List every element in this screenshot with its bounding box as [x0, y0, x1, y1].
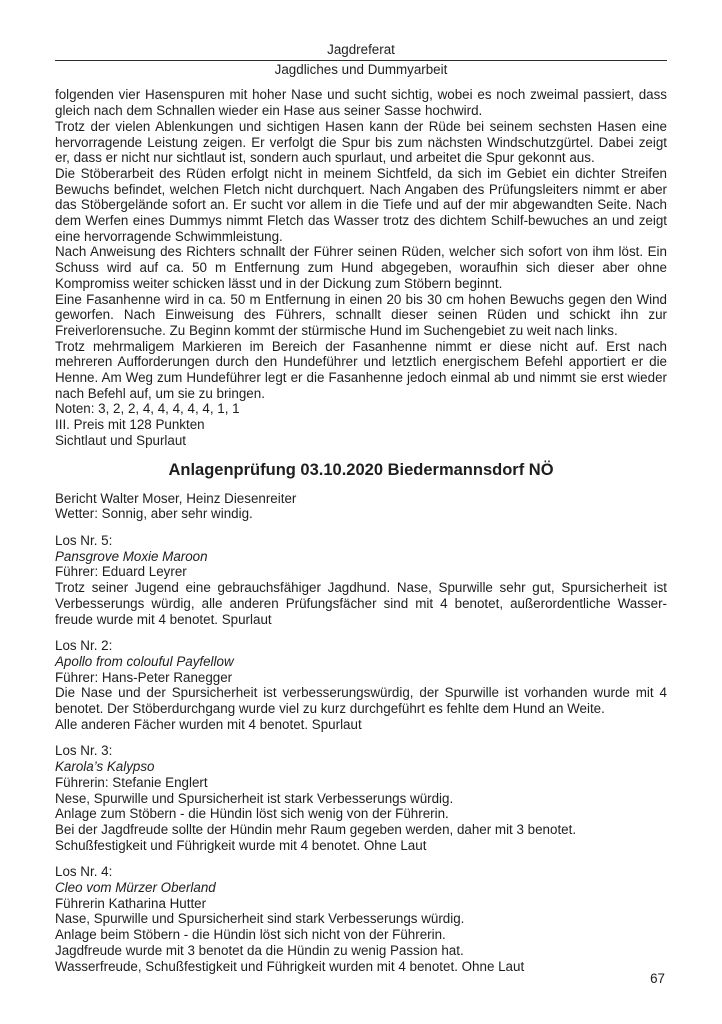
page-number: 67	[650, 971, 665, 986]
handler-line: Führer: Hans-Peter Ranegger	[55, 669, 233, 685]
los-label: Los Nr. 3:	[55, 743, 113, 759]
los-label: Los Nr. 2:	[55, 638, 113, 654]
header-divider	[55, 60, 667, 61]
handler-line: Führer: Eduard Leyrer	[55, 564, 187, 580]
entry-description: Nase, Spurwille und Spursicherheit sind stark Verbesserungs würdig.	[55, 911, 465, 927]
report-paragraph: Eine Fasanhenne wird in ca. 50 m Entfernung in einen 20 bis 30 cm hohen Bewuchs gegen den Wind geworfen. Nach Einweisung des Führers, schnallt dieser seinen Rüden und schickt ihn zur Freiverlorensuche. Zu Beginn kommt der stürmische Hund im Suchengebiet zu weit nach links.	[55, 291, 667, 338]
report-paragraph: Nach Anweisung des Richters schnallt der Führer seinen Rüden, welcher sich sofort von ihm löst. Ein Schuss wird auf ca. 50 m Entfernung zum Hund abgegeben, woraufhin sich dieser aber ohne Kompromiss weiter schicken lässt und in der Dickung zum Stöbern beginnt.	[55, 244, 667, 291]
report-paragraph: Trotz der vielen Ablenkungen und sichtigen Hasen kann der Rüde bei seinem sechsten Hasen eine hervorragende Leistung zeigen. Er verfolgt die Spur bis zum nächsten Windschutzgürtel. Dabei zeigt er, dass er nicht nur sichtlaut ist, sondern auch spurlaut, und arbeitet die Spur gekonnt aus.	[55, 118, 667, 166]
page-header	[55, 42, 667, 77]
entry-description: Bei der Jagdfreude sollte der Hündin mehr Raum gegeben werden, daher mit 3 benotet.	[55, 821, 577, 837]
dog-name: Pansgrove Moxie Maroon	[55, 548, 208, 564]
section-heading: Anlagenprüfung 03.10.2020 Biedermannsdorf NÖ	[168, 460, 554, 479]
los-label: Los Nr. 4:	[55, 864, 113, 880]
report-paragraph: folgenden vier Hasenspuren mit hoher Nase und sucht sichtig, wobei es noch zweimal passiert, dass gleich nach dem Schnallen wieder ein Hase aus seiner Sasse hochwird.	[55, 87, 667, 119]
dog-name: Karola’s Kalypso	[55, 759, 155, 775]
entry-los-4	[55, 864, 667, 974]
entry-los-5	[55, 533, 667, 627]
handler-line: Führerin Katharina Hutter	[55, 895, 207, 911]
entry-description: Die Nase und der Spursicherheit ist verbesserungswürdig, der Spurwille ist vorhanden wurde mit 4 benotet. Der Stöberdurchgang wurde viel zu kurz durchgeführt es fehlte dem Hund an Weite.	[55, 685, 667, 717]
weather-line: Wetter: Sonnig, aber sehr windig.	[55, 506, 253, 522]
grades-line: Noten: 3, 2, 2, 4, 4, 4, 4, 4, 1, 1	[55, 401, 240, 417]
page-body	[55, 87, 667, 974]
dog-name: Cleo vom Mürzer Oberland	[55, 880, 216, 896]
handler-line: Führerin: Stefanie Englert	[55, 774, 208, 790]
entry-description: Schußfestigkeit und Führigkeit wurde mit 4 benotet. Ohne Laut	[55, 837, 427, 853]
entry-description: Anlage zum Stöbern - die Hündin löst sich wenig von der Führerin.	[55, 806, 449, 822]
report-paragraph: Trotz mehrmaligem Markieren im Bereich der Fasanhenne nimmt er diese nicht auf. Erst nach mehreren Aufforderungen durch den Hundeführer und letztlich energischem Befehl apportiert er die Henne. Am Weg zum Hundeführer legt er die Fasanhenne jedoch einmal ab und nimmt sie erst wieder nach Befehl auf, um sie zu bringen.	[55, 338, 667, 401]
los-label: Los Nr. 5:	[55, 532, 113, 548]
entry-description: Wasserfreude, Schußfestigkeit und Führigkeit wurden mit 4 benotet. Ohne Laut	[55, 958, 525, 974]
entry-description: Anlage beim Stöbern - die Hündin löst sich nicht von der Führerin.	[55, 927, 446, 943]
entry-los-2	[55, 638, 667, 732]
laut-line: Sichtlaut und Spurlaut	[55, 432, 187, 448]
page-header-subtitle: Jagdliches und Dummyarbeit	[274, 61, 448, 77]
trial-report-text	[55, 87, 667, 448]
prize-line: III. Preis mit 128 Punkten	[55, 417, 205, 433]
report-meta	[55, 491, 667, 522]
page-header-title: Jagdreferat	[327, 42, 395, 57]
entry-description: Alle anderen Fächer wurden mit 4 benotet. Spurlaut	[55, 716, 362, 732]
entry-description: Nese, Spurwille und Spursicherheit ist stark Verbesserungs würdig.	[55, 790, 454, 806]
report-authors-line: Bericht Walter Moser, Heinz Diesenreiter	[55, 490, 297, 506]
entry-description: Jagdfreude wurde mit 3 benotet da die Hündin zu wenig Passion hat.	[55, 942, 464, 958]
entry-description: Trotz seiner Jugend eine gebrauchsfähiger Jagdhund. Nase, Spurwille sehr gut, Spursicherheit ist Verbesserungs würdig, alle anderen Prüfungsfächer sind mit 4 benotet, außerordentliche Wasser-freude wurde mit 4 benotet. Spurlaut	[55, 580, 667, 627]
report-paragraph: Die Stöberarbeit des Rüden erfolgt nicht in meinem Sichtfeld, da sich im Gebiet ein dichter Streifen Bewuchs befindet, welchen Fletch nicht durchquert. Nach Angaben des Prüfungsleiters nimmt er aber das Stöbergelände sofort an. Er sucht vor allem in die Tiefe und auf der mir abgewandten Seite. Nach dem Werfen eines Dummys nimmt Fletch das Wasser trotz des dichtem Schilf-bewuches an und zeigt eine hervorragende Schwimmleistung.	[55, 165, 667, 244]
dog-name: Apollo from colouful Payfellow	[55, 653, 234, 669]
entry-los-3	[55, 743, 667, 853]
